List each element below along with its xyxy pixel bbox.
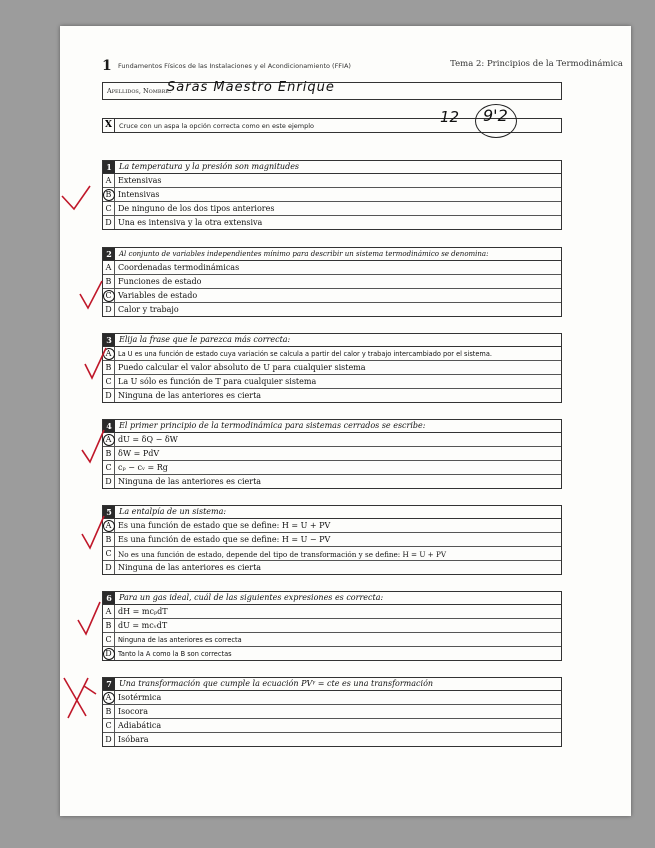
option-letter: B <box>103 361 115 374</box>
option-text: dU = mcᵥdT <box>118 621 168 630</box>
question-text: El primer principio de la termodinámica para sistemas cerrados se escribe: <box>119 421 426 430</box>
option-text: Intensivas <box>118 190 160 199</box>
option-letter: C <box>103 202 115 215</box>
option-letter-selected: D <box>103 647 115 660</box>
question-text: La temperatura y la presión son magnitudes <box>119 162 300 171</box>
checkmark-icon <box>78 602 100 634</box>
option-letter-selected: C <box>103 289 115 302</box>
option-letter-selected: B <box>103 188 115 201</box>
option-letter: D <box>103 475 115 488</box>
question-text: Una transformación que cumple la ecuación PVᵞ = cte es una transformación <box>119 679 434 688</box>
option-text: Una es intensiva y la otra extensiva <box>118 218 263 227</box>
option-letter-selected: A <box>103 433 115 446</box>
option-text: dU = δQ − δW <box>118 435 178 444</box>
option-text: De ninguno de los dos tipos anteriores <box>118 204 275 213</box>
checkmark-icon <box>85 348 106 378</box>
question-number: 3 <box>103 334 115 346</box>
page-number: 1 <box>102 58 112 74</box>
option-text: Tanto la A como la B son correctas <box>118 650 232 658</box>
question-number: 6 <box>103 592 115 604</box>
option-letter: C <box>103 461 115 474</box>
option-text: Extensivas <box>118 176 162 185</box>
option-text: No es una función de estado, depende del tipo de transformación y se define: H = U + PV <box>118 550 447 559</box>
option-text: Ninguna de las anteriores es cierta <box>118 477 262 486</box>
option-letter: A <box>103 261 115 274</box>
option-text: Isóbara <box>118 735 149 744</box>
option-text: Ninguna de las anteriores es cierta <box>118 563 262 572</box>
topic-title: Tema 2: Principios de la Termodinámica <box>450 59 623 69</box>
option-letter: B <box>103 275 115 288</box>
option-letter: B <box>103 619 115 632</box>
question-number: 7 <box>103 678 115 690</box>
option-letter: A <box>103 605 115 618</box>
option-text: Puedo calcular el valor absoluto de U para cualquier sistema <box>118 363 366 372</box>
option-letter: B <box>103 447 115 460</box>
option-letter: D <box>103 561 115 574</box>
option-text: dH = mcₚdT <box>118 607 168 616</box>
option-text: δW = PdV <box>118 449 160 458</box>
question-number: 4 <box>103 420 115 432</box>
question-number: 1 <box>103 161 115 173</box>
option-text: Adiabática <box>118 721 162 730</box>
option-letter-selected: A <box>103 691 115 704</box>
option-letter: B <box>103 705 115 718</box>
option-text: La U es una función de estado cuya variación se calcula a partir del calor y trabajo intercambiado por el sistema. <box>118 350 492 358</box>
option-text: Isocora <box>118 707 148 716</box>
option-letter-selected: A <box>103 347 115 360</box>
student-name: Saras Maestro Enrique <box>167 80 335 95</box>
option-letter: C <box>103 375 115 388</box>
instructions-text: Cruce con un aspa la opción correcta como en este ejemplo <box>119 122 315 130</box>
question-text: Elija la frase que le parezca más correcta: <box>119 335 291 344</box>
option-text: Calor y trabajo <box>118 305 179 314</box>
option-letter: C <box>103 633 115 646</box>
option-letter-selected: A <box>103 519 115 532</box>
option-text: Variables de estado <box>118 291 198 300</box>
option-letter: D <box>103 216 115 229</box>
option-letter: D <box>103 733 115 746</box>
question-number: 5 <box>103 506 115 518</box>
example-cross: X <box>103 119 115 132</box>
question-text: La entalpía de un sistema: <box>119 507 227 516</box>
name-label: Apellidos, Nombre: <box>107 87 172 95</box>
exam-sheet <box>60 26 631 816</box>
question-number: 2 <box>103 248 115 260</box>
checkmark-icon <box>80 281 102 308</box>
option-text: Funciones de estado <box>118 277 202 286</box>
grade-fraction: 12 <box>440 108 460 126</box>
question-text: Al conjunto de variables independientes mínimo para describir un sistema termodinámico se denomina: <box>119 250 489 258</box>
option-text: Isotérmica <box>118 693 162 702</box>
option-letter: C <box>103 719 115 732</box>
option-text: Es una función de estado que se define: H = U − PV <box>118 535 331 544</box>
option-text: Es una función de estado que se define: H = U + PV <box>118 521 331 530</box>
option-text: La U sólo es función de T para cualquier sistema <box>118 377 317 386</box>
score: 9'2 <box>483 106 508 125</box>
option-letter: A <box>103 174 115 187</box>
option-letter: D <box>103 389 115 402</box>
cross-icon <box>64 678 96 718</box>
option-text: cₚ − cᵥ = Rg <box>118 463 168 472</box>
course-title: Fundamentos Físicos de las Instalaciones y el Acondicionamiento (FFIA) <box>118 62 351 70</box>
grading-marks <box>60 26 631 816</box>
option-letter: D <box>103 303 115 316</box>
checkmark-icon <box>82 430 104 462</box>
question-text: Para un gas ideal, cuál de las siguientes expresiones es correcta: <box>119 593 384 602</box>
option-letter: C <box>103 547 115 560</box>
option-text: Ninguna de las anteriores es correcta <box>118 636 242 644</box>
option-letter: B <box>103 533 115 546</box>
option-text: Coordenadas termodinámicas <box>118 263 240 272</box>
checkmark-icon <box>62 186 90 209</box>
option-text: Ninguna de las anteriores es cierta <box>118 391 262 400</box>
checkmark-icon <box>82 516 104 548</box>
